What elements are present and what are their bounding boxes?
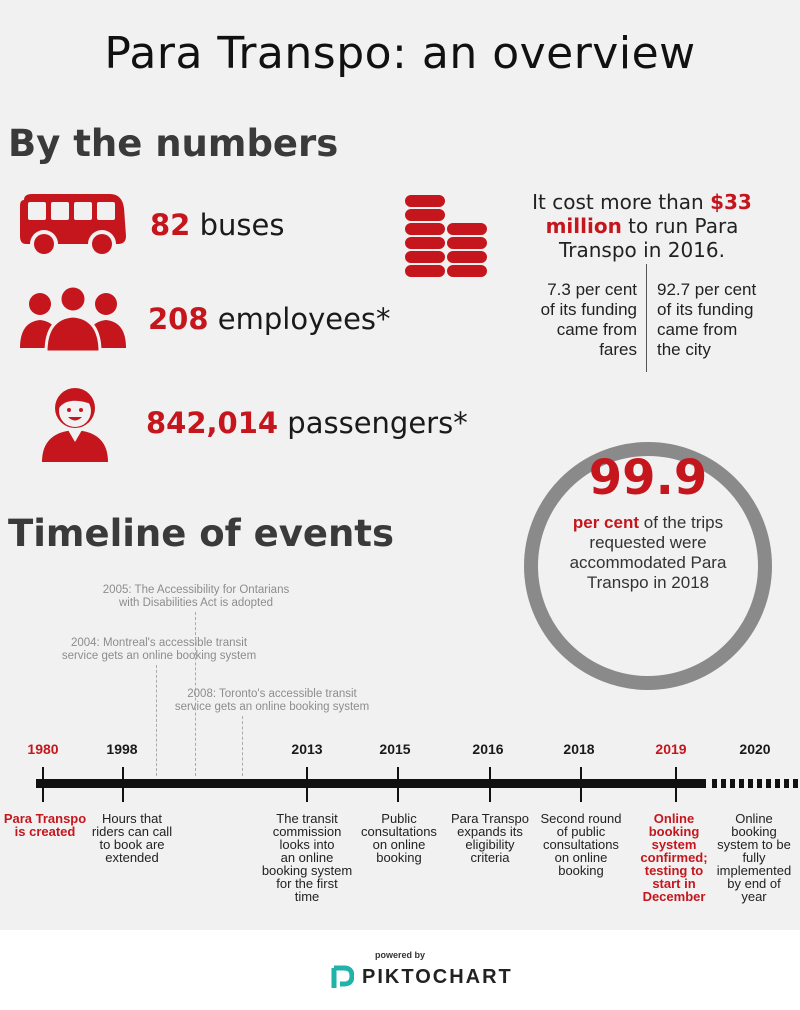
funding-intro-2: to run Para Transpo in 2016.	[559, 214, 739, 262]
fares-line: of its funding	[540, 300, 637, 319]
tick-1998	[122, 767, 124, 781]
fares-line: fares	[599, 340, 637, 359]
tick-2016-low	[489, 788, 491, 802]
stat-passengers	[146, 406, 468, 440]
powered-by-label: powered by	[374, 950, 425, 960]
note-2004-connector	[156, 665, 157, 776]
tick-2013	[306, 767, 308, 781]
timeline-heading: Timeline of events	[8, 512, 395, 555]
event-2013: The transit commission looks into an online booking system for the first time	[261, 811, 353, 904]
year-1998: 1998	[106, 741, 138, 757]
year-2018: 2018	[563, 741, 595, 757]
fares-line: came from	[556, 320, 637, 339]
year-2020: 2020	[739, 741, 771, 757]
funding-amount-1: $33	[710, 190, 752, 214]
year-1980: 1980	[27, 741, 59, 757]
funding-intro-1: It cost more than	[532, 190, 711, 214]
event-2015: Public consultations on online booking	[361, 811, 437, 865]
timeline-bar-future	[712, 779, 798, 788]
city-line: 92.7 per cent	[657, 280, 757, 299]
event-2018: Second round of public consultations on online booking	[540, 811, 622, 878]
stat-buses-label: buses	[190, 208, 285, 242]
accommodated-emph: per cent	[572, 513, 640, 532]
piktochart-logo-icon	[330, 964, 354, 990]
year-2016: 2016	[472, 741, 504, 757]
group-icon	[18, 284, 128, 354]
accommodated-value: 99.9	[588, 450, 708, 506]
coin-stacks-icon	[402, 190, 492, 282]
brand-logo[interactable]	[330, 964, 513, 990]
year-2013: 2013	[291, 741, 323, 757]
numbers-heading: By the numbers	[8, 122, 339, 165]
tick-1980	[42, 767, 44, 781]
tick-2016	[489, 767, 491, 781]
accommodated-body: of the trips requested were accommodated Para Transpo in 2018	[569, 513, 727, 592]
stat-buses-number: 82	[150, 208, 191, 242]
city-line: came from	[657, 320, 738, 339]
stat-employees-number: 208	[148, 302, 209, 336]
tick-1998-low	[122, 788, 124, 802]
tick-2018	[580, 767, 582, 781]
tick-2019	[675, 767, 677, 781]
note-2005: 2005: The Accessibility for Ontarians with Disabilities Act is adopted	[102, 584, 290, 609]
stat-employees-label: employees*	[208, 302, 391, 336]
page-title: Para Transpo: an overview	[104, 28, 696, 79]
event-2020: Online booking system to be fully implemented by end of year	[716, 811, 792, 904]
tick-1980-low	[42, 788, 44, 802]
tick-2015-low	[397, 788, 399, 802]
brand-name: PIKTOCHART	[362, 966, 513, 988]
timeline-bar	[36, 779, 706, 788]
city-line: of its funding	[657, 300, 754, 319]
city-line: the city	[657, 340, 711, 359]
funding-divider	[646, 264, 647, 372]
tick-2019-low	[675, 788, 677, 802]
year-2015: 2015	[379, 741, 411, 757]
bus-icon	[18, 192, 128, 260]
note-2008: 2008: Toronto's accessible transit service gets an online booking system	[174, 688, 370, 713]
stat-buses	[150, 208, 284, 242]
person-icon	[38, 386, 112, 464]
stat-employees	[148, 302, 391, 336]
stat-passengers-number: 842,014	[146, 406, 279, 440]
funding-summary	[512, 190, 772, 262]
funding-amount-2: million	[545, 214, 622, 238]
event-1980: Para Transpo is created	[3, 811, 87, 839]
tick-2018-low	[580, 788, 582, 802]
note-2008-connector	[242, 716, 243, 776]
event-1998: Hours that riders can call to book are extended	[91, 811, 173, 865]
year-2019: 2019	[655, 741, 687, 757]
funding-city	[657, 280, 787, 360]
event-2016: Para Transpo expands its eligibility criteria	[450, 811, 530, 865]
funding-fares	[512, 280, 637, 360]
fares-line: 7.3 per cent	[547, 280, 637, 299]
tick-2013-low	[306, 788, 308, 802]
event-2019: Online booking system confirmed; testing to start in December	[640, 811, 708, 904]
stat-passengers-label: passengers*	[278, 406, 468, 440]
accommodated-text	[548, 513, 748, 593]
note-2004: 2004: Montreal's accessible transit service gets an online booking system	[61, 637, 257, 662]
tick-2015	[397, 767, 399, 781]
